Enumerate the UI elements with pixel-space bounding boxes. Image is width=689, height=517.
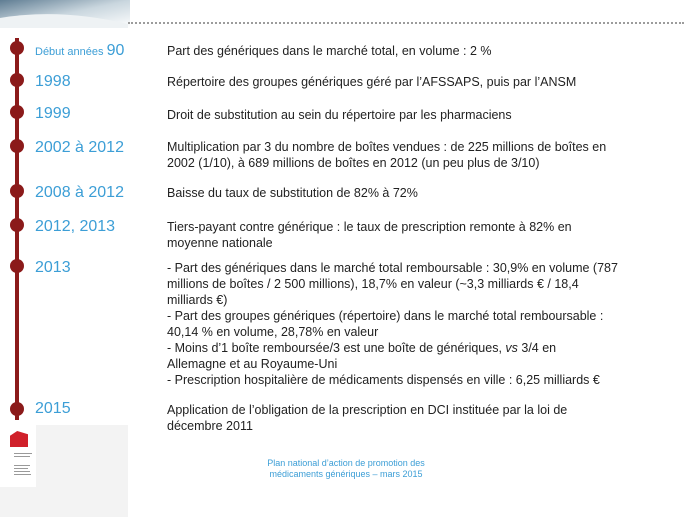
timeline-year: 1998 [35,73,71,90]
logo-text-line [14,471,30,472]
text-segment: 3/4 en [517,341,557,355]
timeline-text: Droit de substitution au sein du répertoire par les pharmaciens [167,108,512,122]
text-line: 2002 (1/10), à 689 millions de boîtes en 2012 (un peu plus de 3/10) [167,156,540,170]
timeline-year: 2012, 2013 [35,218,116,235]
footer-line: médicaments génériques – mars 2015 [269,469,423,479]
logo-text-line [14,465,30,466]
logo-text-line [14,453,32,454]
timeline-dot [10,259,24,273]
text-line: millions de boîtes / 2 500 millions), 18,7% en valeur (~3,3 milliards € / 18,4 [167,277,579,291]
text-segment: - Moins d’1 boîte remboursée/3 est une boîte de génériques, [167,341,506,355]
timeline-text [167,219,677,251]
timeline-dot [10,139,24,153]
text-line: milliards €) [167,293,228,307]
timeline-year: 2015 [35,400,71,417]
logo-text-line [14,456,30,457]
timeline-dot [10,402,24,416]
text-line: moyenne nationale [167,236,273,250]
marianne-logo-icon [10,431,28,447]
timeline-year: 2002 à 2012 [35,139,124,156]
timeline-year: 2008 à 2012 [35,184,124,201]
timeline-text [167,402,677,434]
text-line: Allemagne et au Royaume-Uni [167,357,338,371]
text-line: - Prescription hospitalière de médicaments dispensés en ville : 6,25 milliards € [167,373,600,387]
top-dotted-rule [128,22,684,24]
republique-logo [0,425,36,487]
footer-line: Plan national d’action de promotion des [267,458,425,468]
timeline-dot [10,41,24,55]
text-line [167,340,677,356]
timeline-text: Part des génériques dans le marché total, en volume : 2 % [167,44,492,58]
timeline-dot [10,184,24,198]
text-line: 40,14 % en volume, 28,78% en valeur [167,325,379,339]
italic-vs: vs [505,341,518,355]
text-line: Tiers-payant contre générique : le taux de prescription remonte à 82% en [167,220,572,234]
logo-text-line [14,468,28,469]
text-line: - Part des génériques dans le marché total remboursable : 30,9% en volume (787 [167,261,618,275]
text-line: Multiplication par 3 du nombre de boîtes vendues : de 225 millions de boîtes en [167,140,607,154]
timeline-dot [10,218,24,232]
timeline-text: Baisse du taux de substitution de 82% à 72% [167,186,418,200]
text-line: - Part des groupes génériques (répertoire) dans le marché total remboursable : [167,309,604,323]
text-line: décembre 2011 [167,419,253,433]
timeline-dot [10,105,24,119]
timeline-year: 2013 [35,259,71,276]
timeline-text: Répertoire des groupes génériques géré par l’AFSSAPS, puis par l’ANSM [167,75,577,89]
corner-decoration [0,0,130,28]
timeline-text [167,139,677,171]
timeline-year: Début années 90 [35,42,125,59]
timeline-dot [10,73,24,87]
text-line: Application de l’obligation de la prescription en DCI instituée par la loi de [167,403,568,417]
timeline-year: 1999 [35,105,71,122]
logo-text-line [14,474,31,475]
corner-graphic [0,0,130,28]
timeline-text [167,260,677,388]
footer-caption [235,458,457,480]
